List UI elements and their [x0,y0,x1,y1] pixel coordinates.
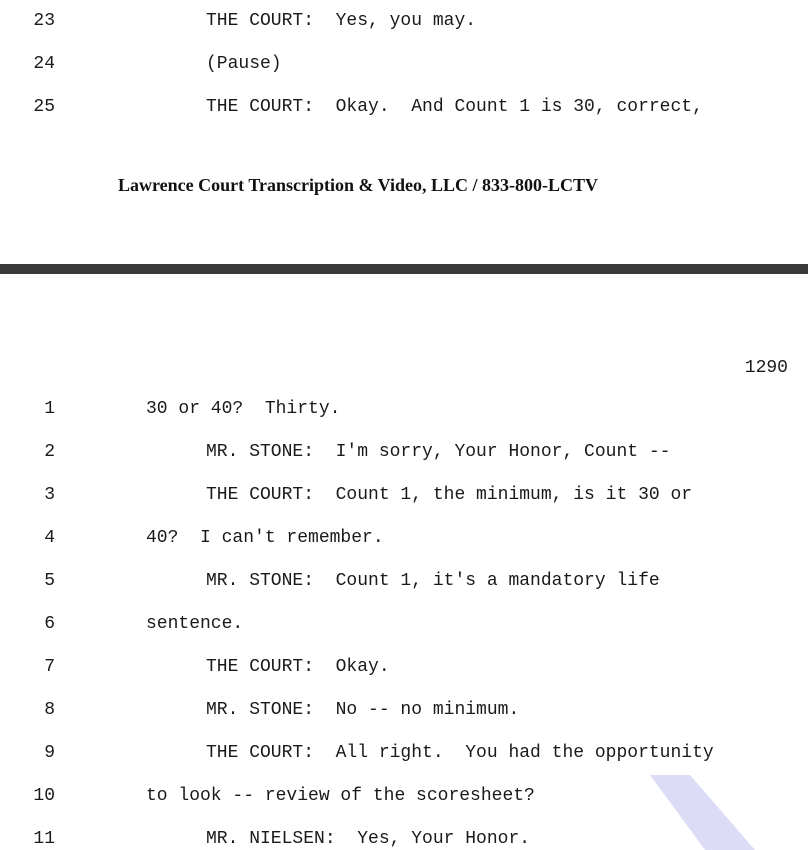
transcript-footer: Lawrence Court Transcription & Video, LLC / 833-800-LCTV [118,175,598,195]
transcript-line [0,656,808,678]
line-number: 11 [33,829,55,849]
line-text: to look -- review of the scoresheet? [146,786,535,806]
line-text: (Pause) [206,54,282,74]
line-text: MR. STONE: No -- no minimum. [206,700,520,720]
transcript-line [0,613,808,635]
line-text: 30 or 40? Thirty. [146,399,341,419]
line-text: THE COURT: All right. You had the opportunity [206,743,714,763]
line-text: THE COURT: Okay. And Count 1 is 30, correct, [206,97,703,117]
line-text: THE COURT: Yes, you may. [206,11,477,31]
transcript-line [0,484,808,506]
line-number: 7 [44,657,55,677]
transcript-line [0,742,808,764]
line-number: 9 [44,743,55,763]
line-text: 40? I can't remember. [146,528,384,548]
line-text: MR. STONE: Count 1, it's a mandatory life [206,571,660,591]
line-number: 25 [33,97,55,117]
line-number: 6 [44,614,55,634]
line-text: sentence. [146,614,244,634]
transcript-line [0,441,808,463]
transcript-line [0,570,808,592]
transcript-line [0,699,808,721]
line-number: 8 [44,700,55,720]
transcript-line [0,96,808,118]
page-number: 1290 [744,358,788,378]
transcript-line [0,10,808,32]
line-text: THE COURT: Count 1, the minimum, is it 30 or [206,485,693,505]
transcript-line [0,527,808,549]
line-number: 10 [33,786,55,806]
transcript-line [0,398,808,420]
line-number: 3 [44,485,55,505]
line-number: 23 [33,11,55,31]
line-number: 24 [33,54,55,74]
line-number: 1 [44,399,55,419]
line-text: MR. NIELSEN: Yes, Your Honor. [206,829,531,849]
line-number: 5 [44,571,55,591]
transcript-line [0,785,808,807]
transcript-line [0,53,808,75]
transcript-line [0,828,808,850]
page-divider [0,264,808,274]
line-number: 4 [44,528,55,548]
line-number: 2 [44,442,55,462]
line-text: MR. STONE: I'm sorry, Your Honor, Count -- [206,442,671,462]
line-text: THE COURT: Okay. [206,657,390,677]
